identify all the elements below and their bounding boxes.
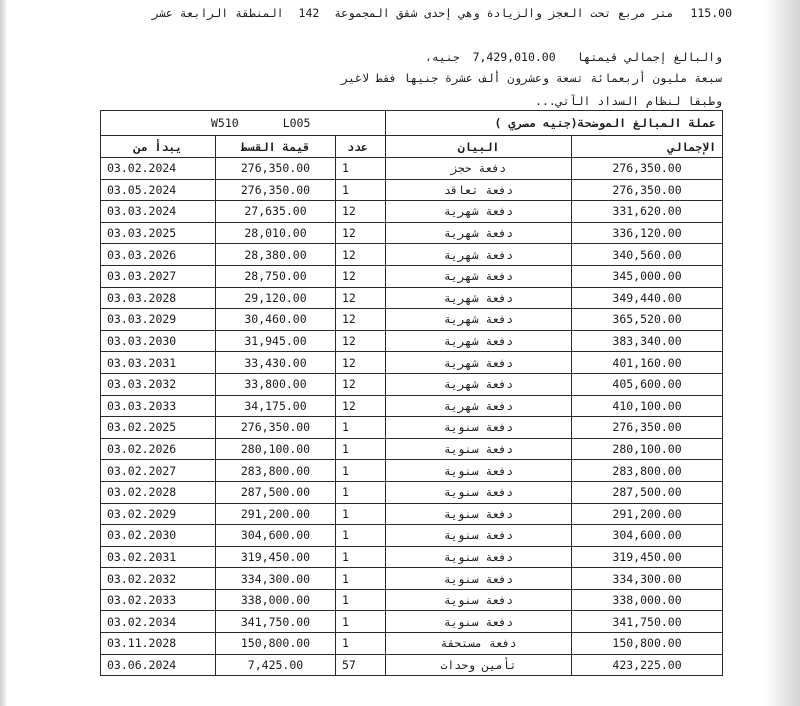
- row-description: دفعة شهرية: [386, 330, 572, 352]
- row-total: 341,750.00: [572, 611, 723, 633]
- row-count: 1: [336, 503, 386, 525]
- total-unit: جنيه،: [425, 50, 460, 64]
- row-description: دفعة مستحقة: [386, 633, 572, 655]
- row-installment-value: 33,800.00: [216, 373, 336, 395]
- row-description: دفعة شهرية: [386, 309, 572, 331]
- row-description: دفعة سنوية: [386, 438, 572, 460]
- row-installment-value: 341,750.00: [216, 611, 336, 633]
- row-installment-value: 276,350.00: [216, 417, 336, 439]
- row-total: 283,800.00: [572, 460, 723, 482]
- row-description: دفعة شهرية: [386, 222, 572, 244]
- row-installment-value: 27,635.00: [216, 201, 336, 223]
- row-start-date: 03.02.2024: [101, 158, 216, 180]
- row-total: 291,200.00: [572, 503, 723, 525]
- row-description: دفعة شهرية: [386, 244, 572, 266]
- table-row: [101, 654, 723, 676]
- row-total: 287,500.00: [572, 481, 723, 503]
- row-total: 349,440.00: [572, 287, 723, 309]
- row-total: 345,000.00: [572, 265, 723, 287]
- table-row: [101, 417, 723, 439]
- row-start-date: 03.03.2028: [101, 287, 216, 309]
- row-start-date: 03.03.2024: [101, 201, 216, 223]
- row-total: 280,100.00: [572, 438, 723, 460]
- row-description: دفعة شهرية: [386, 201, 572, 223]
- payment-schedule-table: [100, 110, 723, 676]
- row-count: 12: [336, 395, 386, 417]
- table-row: [101, 568, 723, 590]
- row-installment-value: 29,120.00: [216, 287, 336, 309]
- row-count: 57: [336, 654, 386, 676]
- row-count: 12: [336, 352, 386, 374]
- row-count: 1: [336, 417, 386, 439]
- row-count: 12: [336, 244, 386, 266]
- row-installment-value: 33,430.00: [216, 352, 336, 374]
- total-line: [425, 50, 722, 64]
- amount-in-words: سبعة مليون أربعمائة تسعة وعشرون ألف عشرة جنيها فقط لاغير: [341, 71, 722, 85]
- table-row: [101, 179, 723, 201]
- header-installment-value: قيمة القسط: [216, 136, 336, 158]
- row-count: 1: [336, 481, 386, 503]
- row-start-date: 03.02.2034: [101, 611, 216, 633]
- row-installment-value: 280,100.00: [216, 438, 336, 460]
- row-total: 276,350.00: [572, 179, 723, 201]
- row-total: 338,000.00: [572, 589, 723, 611]
- header-total: الإجمالي: [572, 136, 723, 158]
- row-total: 276,350.00: [572, 158, 723, 180]
- row-installment-value: 150,800.00: [216, 633, 336, 655]
- zone-text: المنطقة الرابعة عشر: [152, 6, 284, 20]
- area-text: متر مربع تحت العجز والزيادة وهي إحدى شقق المجموعة: [334, 6, 674, 20]
- table-row: [101, 633, 723, 655]
- table-row: [101, 395, 723, 417]
- area-line: [152, 6, 732, 20]
- row-description: دفعة سنوية: [386, 525, 572, 547]
- row-description: دفعة سنوية: [386, 568, 572, 590]
- table-row: [101, 201, 723, 223]
- row-description: دفعة تعاقد: [386, 179, 572, 201]
- row-description: دفعة سنوية: [386, 546, 572, 568]
- table-row: [101, 158, 723, 180]
- table-row: [101, 611, 723, 633]
- row-description: دفعة شهرية: [386, 287, 572, 309]
- row-total: 334,300.00: [572, 568, 723, 590]
- row-installment-value: 28,750.00: [216, 265, 336, 287]
- row-count: 1: [336, 589, 386, 611]
- table-row: [101, 525, 723, 547]
- row-start-date: 03.02.2025: [101, 417, 216, 439]
- total-amount: 7,429,010.00: [472, 50, 556, 64]
- row-start-date: 03.03.2027: [101, 265, 216, 287]
- row-start-date: 03.02.2033: [101, 589, 216, 611]
- code-w510: W510: [211, 116, 239, 130]
- header-count: عدد: [336, 136, 386, 158]
- codes-cell: [101, 111, 386, 136]
- row-description: دفعة سنوية: [386, 460, 572, 482]
- row-start-date: 03.03.2026: [101, 244, 216, 266]
- row-installment-value: 287,500.00: [216, 481, 336, 503]
- row-description: دفعة شهرية: [386, 352, 572, 374]
- table-row: [101, 265, 723, 287]
- row-installment-value: 283,800.00: [216, 460, 336, 482]
- row-description: دفعة حجز: [386, 158, 572, 180]
- row-description: دفعة سنوية: [386, 481, 572, 503]
- row-count: 1: [336, 179, 386, 201]
- row-installment-value: 31,945.00: [216, 330, 336, 352]
- code-l005: L005: [282, 116, 311, 130]
- row-start-date: 03.03.2031: [101, 352, 216, 374]
- row-count: 12: [336, 287, 386, 309]
- row-total: 336,120.00: [572, 222, 723, 244]
- row-total: 340,560.00: [572, 244, 723, 266]
- currency-title: عملة المبالغ الموضحة(جنيه مصري ): [386, 111, 723, 136]
- row-installment-value: 304,600.00: [216, 525, 336, 547]
- row-start-date: 03.03.2033: [101, 395, 216, 417]
- table-row: [101, 481, 723, 503]
- payment-system-line: وطبقا لنظام السداد الآتي...: [535, 94, 722, 108]
- row-count: 1: [336, 546, 386, 568]
- row-installment-value: 28,380.00: [216, 244, 336, 266]
- header-description: البيان: [386, 136, 572, 158]
- row-description: دفعة سنوية: [386, 417, 572, 439]
- row-count: 12: [336, 201, 386, 223]
- row-installment-value: 30,460.00: [216, 309, 336, 331]
- row-count: 12: [336, 265, 386, 287]
- row-description: دفعة شهرية: [386, 395, 572, 417]
- row-count: 12: [336, 309, 386, 331]
- row-description: تأمين وحدات: [386, 654, 572, 676]
- row-start-date: 03.02.2028: [101, 481, 216, 503]
- row-start-date: 03.11.2028: [101, 633, 216, 655]
- row-count: 1: [336, 525, 386, 547]
- table-row: [101, 373, 723, 395]
- row-description: دفعة شهرية: [386, 265, 572, 287]
- row-count: 1: [336, 158, 386, 180]
- row-start-date: 03.03.2025: [101, 222, 216, 244]
- table-row: [101, 589, 723, 611]
- row-start-date: 03.02.2026: [101, 438, 216, 460]
- row-description: دفعة سنوية: [386, 589, 572, 611]
- table-row: [101, 287, 723, 309]
- row-start-date: 03.02.2032: [101, 568, 216, 590]
- row-total: 423,225.00: [572, 654, 723, 676]
- row-total: 304,600.00: [572, 525, 723, 547]
- area-value: 115.00: [690, 6, 732, 20]
- table-row: [101, 244, 723, 266]
- table-row: [101, 330, 723, 352]
- row-total: 383,340.00: [572, 330, 723, 352]
- row-installment-value: 334,300.00: [216, 568, 336, 590]
- row-start-date: 03.02.2030: [101, 525, 216, 547]
- row-total: 405,600.00: [572, 373, 723, 395]
- table-row: [101, 503, 723, 525]
- row-installment-value: 319,450.00: [216, 546, 336, 568]
- row-start-date: 03.06.2024: [101, 654, 216, 676]
- table-row: [101, 352, 723, 374]
- row-installment-value: 28,010.00: [216, 222, 336, 244]
- row-installment-value: 276,350.00: [216, 158, 336, 180]
- row-count: 1: [336, 633, 386, 655]
- row-total: 331,620.00: [572, 201, 723, 223]
- row-total: 365,520.00: [572, 309, 723, 331]
- row-start-date: 03.05.2024: [101, 179, 216, 201]
- table-header-row: [101, 136, 723, 158]
- row-installment-value: 7,425.00: [216, 654, 336, 676]
- row-installment-value: 338,000.00: [216, 589, 336, 611]
- table-row: [101, 546, 723, 568]
- table-title-row: [101, 111, 723, 136]
- table-row: [101, 460, 723, 482]
- row-total: 401,160.00: [572, 352, 723, 374]
- row-total: 276,350.00: [572, 417, 723, 439]
- row-installment-value: 291,200.00: [216, 503, 336, 525]
- row-count: 1: [336, 568, 386, 590]
- row-installment-value: 34,175.00: [216, 395, 336, 417]
- row-count: 1: [336, 438, 386, 460]
- row-count: 12: [336, 373, 386, 395]
- row-count: 12: [336, 222, 386, 244]
- row-start-date: 03.02.2029: [101, 503, 216, 525]
- row-start-date: 03.02.2031: [101, 546, 216, 568]
- row-total: 410,100.00: [572, 395, 723, 417]
- table-row: [101, 309, 723, 331]
- row-description: دفعة سنوية: [386, 611, 572, 633]
- row-total: 319,450.00: [572, 546, 723, 568]
- row-count: 1: [336, 611, 386, 633]
- total-prefix: والبالغ إجمالي قيمتها: [576, 50, 722, 64]
- group-number: 142: [298, 6, 320, 20]
- row-count: 12: [336, 330, 386, 352]
- row-description: دفعة شهرية: [386, 373, 572, 395]
- row-total: 150,800.00: [572, 633, 723, 655]
- table-row: [101, 222, 723, 244]
- row-description: دفعة سنوية: [386, 503, 572, 525]
- header-start-date: يبدأ من: [101, 136, 216, 158]
- row-start-date: 03.03.2029: [101, 309, 216, 331]
- row-start-date: 03.02.2027: [101, 460, 216, 482]
- row-installment-value: 276,350.00: [216, 179, 336, 201]
- table-row: [101, 438, 723, 460]
- row-start-date: 03.03.2030: [101, 330, 216, 352]
- row-start-date: 03.03.2032: [101, 373, 216, 395]
- row-count: 1: [336, 460, 386, 482]
